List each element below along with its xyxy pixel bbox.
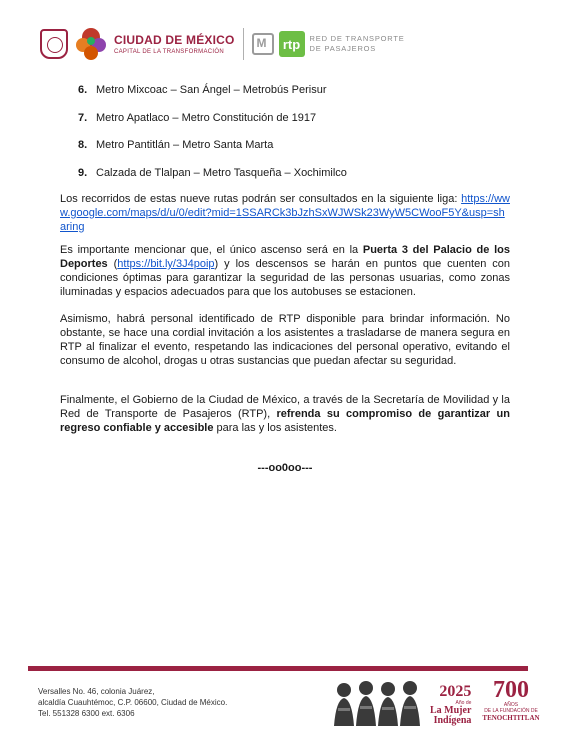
- paragraph-staff: Asimismo, habrá personal identificado de RTP disponible para brindar información. No obstante, se hace una cordial invitación a los asistentes a trasladarse de manera segura en RTP al finalizar el evento, respetando las indicaciones del personal operativo, evitando el consumo de alcohol, drogas u otras sustancias que puedan afectar su seguridad.: [60, 313, 510, 367]
- paragraph-routes-link: [60, 192, 510, 234]
- year-line-2: Indígena: [433, 715, 472, 726]
- paragraph-text: para las y los asistentes.: [213, 422, 337, 434]
- closing-mark: ---oo0oo---: [257, 462, 313, 474]
- route-number: 9.: [78, 167, 88, 179]
- anniversary-years: AÑOS: [503, 702, 519, 708]
- anniversary-number: 700: [493, 677, 529, 703]
- route-item: [78, 166, 347, 180]
- route-text: Calzada de Tlalpan – Metro Tasqueña – Xochimilco: [96, 167, 347, 179]
- bitly-link[interactable]: https://bit.ly/3J4poip: [117, 258, 215, 270]
- route-number: 8.: [78, 139, 88, 151]
- google-maps-link[interactable]: https://www.google.com/maps/d/u/0/edit?mid=1SSARCk3bJzhSxWJWSk23WyW5CWooF5Y&usp=sharing: [60, 193, 510, 233]
- mexico-city-m-icon: [252, 33, 274, 55]
- header-divider: [243, 28, 244, 60]
- indigenous-women-illustration-icon: [330, 676, 430, 726]
- paragraph-text: Finalmente, el Gobierno de la Ciudad de México, a través de la Secretaría de Movilidad y la Red de Transporte de Pasajeros (RTP),: [60, 394, 510, 420]
- boarding-location: Puerta 3 del Palacio de los Deportes: [60, 244, 510, 270]
- cdmx-seal-icon: [40, 29, 68, 59]
- cdmx-wordmark: [114, 33, 235, 55]
- footer-address: [38, 686, 227, 719]
- paragraph-text: ) y los descensos se harán en puntos que cuenten con condiciones óptimas para garantizar la seguridad de las personas usuarias, como zonas iluminadas y espacios adecuados para que los autobuses se estacionen.: [60, 258, 510, 298]
- paragraph-text: Los recorridos de estas nueve rutas podrán ser consultados en la siguiente liga:: [60, 193, 458, 205]
- address-line-1: Versalles No. 46, colonia Juárez,: [38, 687, 155, 696]
- commitment-statement: refrenda su compromiso de garantizar un regreso confiable y accesible: [60, 408, 510, 434]
- address-line-2: alcaldía Cuauhtémoc, C.P. 06600, Ciudad de México.: [38, 698, 228, 707]
- route-text: Metro Pantitlán – Metro Santa Marta: [96, 139, 274, 151]
- year-of-indigenous-woman-logo: [430, 684, 471, 726]
- city-subtitle: CAPITAL DE LA TRANSFORMACIÓN: [114, 49, 224, 55]
- route-item: [78, 138, 273, 152]
- rtp-line-1: RED DE TRANSPORTE: [309, 34, 405, 43]
- paragraph-text: Es importante mencionar que, el único ascenso será en la: [60, 244, 363, 256]
- route-number: 7.: [78, 112, 88, 124]
- anniversary-city: TENOCHTITLAN: [482, 714, 540, 722]
- phone-number: Tel. 551328 6300 ext. 6306: [38, 709, 135, 718]
- paragraph-closing: [60, 393, 510, 435]
- rtp-line-2: DE PASAJEROS: [309, 44, 377, 53]
- year-number: 2025: [439, 683, 472, 700]
- year-line-1: La Mujer: [430, 705, 472, 716]
- paragraph-text: (: [107, 258, 118, 270]
- tenochtitlan-anniversary-logo: [478, 678, 544, 722]
- route-text: Metro Apatlaco – Metro Constitución de 1917: [96, 112, 317, 124]
- footer-divider: [28, 666, 528, 671]
- route-item: [78, 111, 316, 125]
- city-title: CIUDAD DE MÉXICO: [114, 33, 235, 47]
- rtp-wordmark: [310, 34, 405, 54]
- route-number: 6.: [78, 84, 88, 96]
- route-item: [78, 83, 327, 97]
- paragraph-boarding: [60, 243, 510, 299]
- anniversary-line: DE LA FUNDACIÓN DE: [484, 708, 538, 714]
- year-small-text: Año de: [455, 700, 472, 706]
- cdmx-flower-logo-icon: [74, 26, 108, 62]
- rtp-logo: rtp: [279, 31, 305, 57]
- letterhead: [40, 24, 405, 64]
- route-text: Metro Mixcoac – San Ángel – Metrobús Perisur: [96, 84, 327, 96]
